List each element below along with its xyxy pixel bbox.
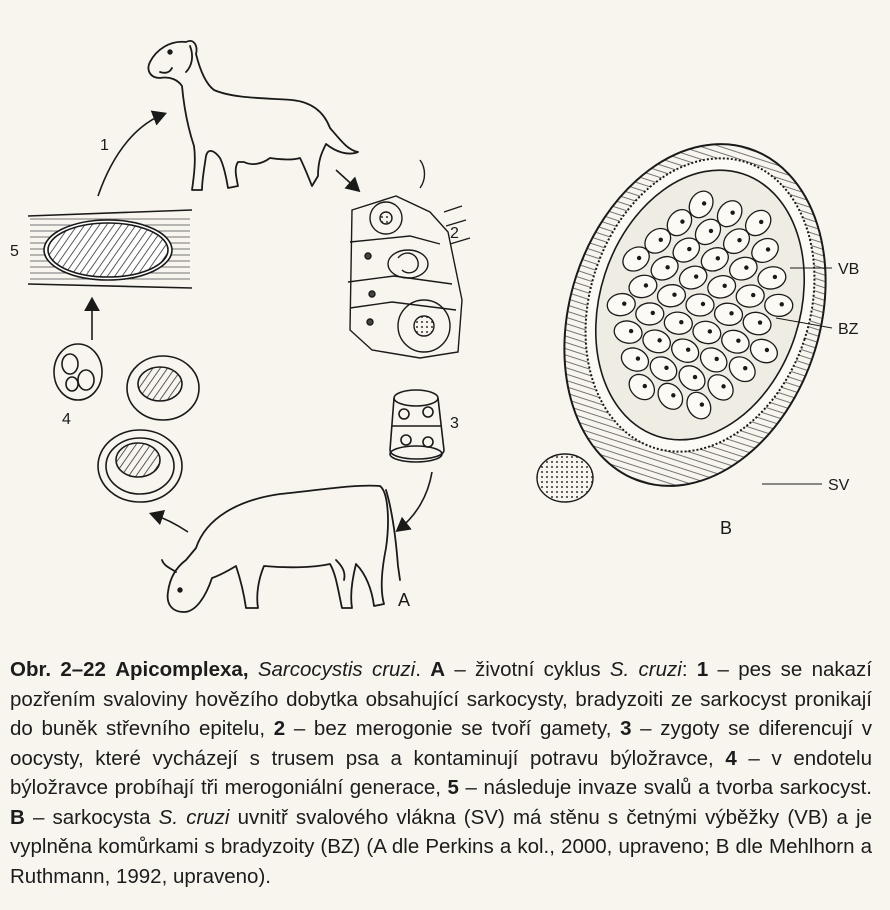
bradyzoite-nucleus [729,311,733,315]
caption-text: – pes se nakazí pozřením svaloviny hovězího dobytka obsahující sarkocysty, bradyzoiti ze sarkocyst pronikají do buněk střevního epitelu, [10,658,872,740]
bradyzoite-nucleus [651,311,655,315]
caption-text: – bez merogonie se tvoří gamety, [285,717,621,740]
caption-text: uvnitř svalového vlákna (SV) má stěnu s četnými výběžky (VB) a je vyplněna komůrkami s bradyzoity (BZ) (A dle Perkins a kol., 2000, upraveno; B dle Mehlhorn a Ruthmann, 1992, upraveno). [10,805,872,888]
caption-label-b: B [10,805,25,829]
bradyzoite-nucleus [736,339,740,343]
bradyzoite-nucleus [714,357,718,361]
caption-step-5: 5 [447,776,459,799]
bradyzoite-nucleus [693,375,697,379]
caption-label-a: A [430,658,446,681]
dog-illustration [148,41,358,190]
label-1: 1 [100,137,109,154]
figure-caption [10,655,872,891]
label-b: B [720,518,733,538]
bradyzoite-chamber [686,294,714,316]
caption-figure-id: Obr. 2–22 [10,658,106,681]
bradyzoite-nucleus [708,329,712,333]
caption-text: – následuje invaze svalů a tvorba sarkocyst. [458,776,873,799]
label-3: 3 [450,415,459,432]
bradyzoite-nucleus [751,293,755,297]
caption-species-abbr: S. cruzi [158,805,230,829]
caption-step-4: 4 [725,746,737,770]
meront-illustrations [54,344,199,502]
label-5: 5 [10,243,19,260]
caption-text: : [681,658,697,681]
bradyzoite-nucleus [687,247,691,251]
bradyzoite-nucleus [780,302,784,306]
caption-text: . [415,658,431,681]
bradyzoite-nucleus [701,302,705,306]
label-sv: SV [828,477,850,494]
bradyzoite-nucleus [700,402,704,406]
bradyzoite-chamber [636,303,664,325]
bradyzoite-nucleus [636,356,640,360]
caption-species: Sarcocystis cruzi [257,658,416,681]
muscle-sarcocyst-illustration [28,210,192,288]
bradyzoite-nucleus [694,274,698,278]
bradyzoite-nucleus [680,219,684,223]
bradyzoite-nucleus [665,265,669,269]
bradyzoite-nucleus [744,265,748,269]
label-vb: VB [838,261,860,278]
caption-step-3: 3 [620,717,632,740]
cow-illustration [162,486,400,612]
bradyzoite-nucleus [730,210,734,214]
bradyzoite-nucleus [629,329,633,333]
bradyzoite-nucleus [759,220,763,224]
bradyzoite-nucleus [659,238,663,242]
sarcocyst-detail-illustration [522,110,868,520]
oocyst-illustration [390,390,444,462]
bradyzoite-nucleus [773,275,777,279]
caption-text: – životní cyklus [445,658,610,681]
caption-text: – sarkocysta [24,805,159,829]
caption-species-abbr: S. cruzi [609,658,682,681]
bradyzoite-nucleus [664,366,668,370]
bradyzoite-nucleus [672,293,676,297]
bradyzoite-nucleus [637,256,641,260]
bradyzoite-nucleus [716,256,720,260]
bradyzoite-nucleus [643,384,647,388]
bradyzoite-nucleus [766,247,770,251]
bradyzoite-nucleus [644,283,648,287]
label-4: 4 [62,411,71,428]
caption-group: Apicomplexa, [115,658,249,681]
intestinal-epithelium-illustration [348,160,470,358]
bradyzoite-nucleus [737,238,741,242]
label-2: 2 [450,225,459,242]
bradyzoite-nucleus [657,338,661,342]
bradyzoite-chamber [765,294,793,316]
bradyzoite-nucleus [709,229,713,233]
bradyzoite-nucleus [765,348,769,352]
bradyzoite-nucleus [702,201,706,205]
bradyzoite-nucleus [671,393,675,397]
bradyzoite-nucleus [721,384,725,388]
label-bz: BZ [838,321,859,338]
bradyzoite-nucleus [758,320,762,324]
caption-step-1: 1 [696,658,709,681]
caption-text: – v endotelu býložravce probíhají tři merogoniální generace, [10,746,872,799]
caption-step-2: 2 [273,717,286,740]
bradyzoite-nucleus [679,320,683,324]
label-a: A [398,590,411,610]
caption-text: – zygoty se diferencují v oocysty, které vycházejí s trusem psa a kontaminují potravu býložravce, [10,717,872,770]
bradyzoite-nucleus [622,301,626,305]
bradyzoite-nucleus [743,366,747,370]
bradyzoite-nucleus [722,284,726,288]
bradyzoite-nucleus [686,347,690,351]
